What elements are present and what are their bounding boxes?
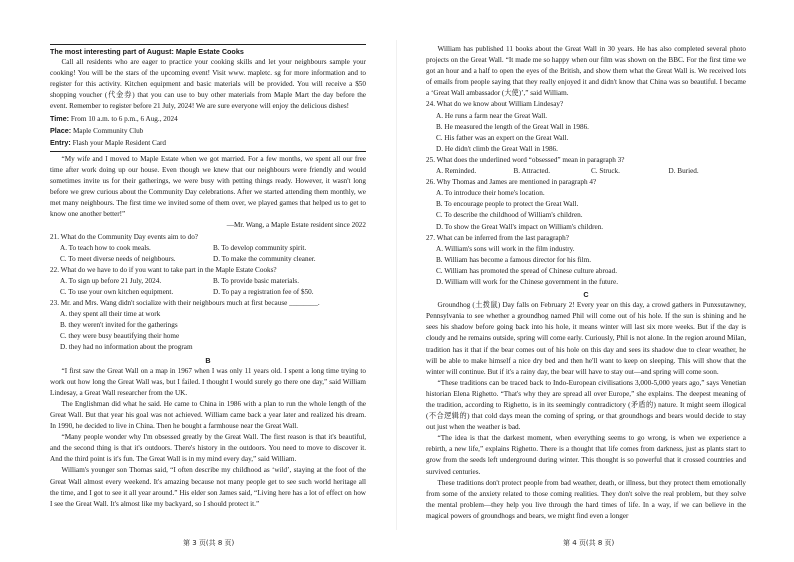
answer-option: D. William will work for the Chinese government in the future. (436, 277, 619, 286)
question-options (436, 188, 746, 232)
answer-option: A. He runs a farm near the Great Wall. (436, 111, 548, 120)
question-stem: 23. Mr. and Mrs. Wang didn't socialize with their neighbours much at first because ________. (50, 299, 320, 308)
question-stem: 21. What do the Community Day events aim to do? (50, 232, 198, 241)
entry-label: Entry: (50, 137, 71, 147)
answer-option: D. He didn't climb the Great Wall in 1986. (436, 144, 558, 153)
quote-signature: —Mr. Wang, a Maple Estate resident since 2022 (226, 221, 366, 230)
question-options (436, 166, 746, 177)
question-options (60, 276, 366, 298)
left-question-list (50, 232, 366, 354)
question-stem: 27. What can be inferred from the last paragraph? (426, 233, 569, 242)
left-page (50, 44, 366, 524)
page-divider (396, 40, 397, 530)
question-options (436, 111, 746, 155)
answer-option: A. Reminded. (436, 167, 477, 176)
resident-quote: “My wife and I moved to Maple Estate when we got married. For a few months, we spent all our free time after work doing up our house. Even though we knew that our neighbours were friendly and would sometimes invite us for their gatherings, we were busy with petting things ready. However, it wasn't long before we grew curious about the Community Day celebrations. After we started attending them monthly, we met many neighbours. The first time we invited some of them over, we played games that helped us to get to know one another better!” (50, 154, 366, 219)
right-page-footer: 第 4 页(共 8 页) (563, 539, 615, 547)
answer-option: B. To encourage people to protect the Great Wall. (436, 200, 579, 209)
answer-option: C. To meet diverse needs of neighbours. (60, 254, 176, 263)
section-c-heading: C (583, 290, 589, 300)
question-stem: 24. What do we know about William Lindesay? (426, 100, 564, 109)
question-stem: 26. Why Thomas and James are mentioned in paragraph 4? (426, 178, 597, 187)
answer-option: C. William has promoted the spread of Chinese culture abroad. (436, 266, 618, 275)
section-b-heading: B (205, 355, 211, 365)
question-options (60, 309, 366, 353)
answer-option: D. To show the Great Wall's impact on William's children. (436, 222, 604, 231)
notice-entry (50, 137, 366, 149)
answer-option: B. Attracted. (513, 167, 551, 176)
passage-paragraph: “I first saw the Great Wall on a map in 1967 when I was only 11 years old. I spent a long time trying to work out how long the Great Wall was, but I failed. I thought I would surely go there one day,” said William Lindesay, a Great Wall researcher from the UK. (50, 366, 366, 397)
question-options (60, 243, 366, 265)
answer-option: A. To introduce their home's location. (436, 189, 545, 198)
answer-option: B. To provide basic materials. (213, 276, 299, 285)
passage-paragraph: “The idea is that the darkest moment, when everything seems to go wrong, is when we experience a rebirth, a new life,” explains Righetto. There is a thought that life comes from darkness, just as plants start to grow from the seeds left underground during winter. This thought is so powerful that it crossed countries and survived centuries. (426, 434, 746, 476)
answer-option: D. they had no information about the program (60, 343, 193, 352)
answer-option: B. He measured the length of the Great Wall in 1986. (436, 122, 589, 131)
passage-paragraph: The Englishman did what he said. He came to China in 1986 with a plan to run the whole length of the Great Wall. But that year his goal was not achieved. William came back a year later and realized his dream. In 1990, he decided to live in China. Then he bought a farmhouse near the Great Wall. (50, 399, 366, 431)
answer-option: D. To pay a registration fee of $50. (213, 287, 314, 296)
passage-b (50, 366, 366, 510)
place-value: Maple Community Club (71, 126, 144, 135)
answer-option: C. they were busy beautifying their home (60, 332, 180, 341)
passage-paragraph: William's younger son Thomas said, “I often describe my childhood as ‘wild’, staying at the foot of the Great Wall almost every weekend. It's amazing because not many people get to see such world heritage all the time, and I got to see it all year around.” His elder son James said, “Living here has a lot of effect on how I see the Great Wall. It's almost like my backyard, so I should protect it.” (50, 466, 366, 508)
passage-paragraph: “These traditions can be traced back to Indo-European civilisations 3,000-5,000 years ago,” says Venetian historian Elena Righetto. “That's why they are spread all over Europe,” she explains. The deepest meaning of the tradition, according to Righetto, is in its seemingly contradictory (矛盾的) nature. It might seem illogical (不合逻辑的) that cold days mean the coming of spring, or that groundhogs and bears would decide to stay out just when the weather is bad. (426, 378, 746, 432)
answer-option: C. Struck. (591, 167, 620, 176)
answer-option: C. To describe the childhood of William's children. (436, 211, 583, 220)
answer-option: C. His father was an expert on the Great Wall. (436, 133, 569, 142)
passage-b-continued: William has published 11 books about the Great Wall in 30 years. He has also completed several photo projects on the Great Wall. “It made me so happy when our film was shown on the BBC. For the first time we got an hour and a half to open the eyes of the British, and show them what the Great Wall is. We received lots of emails from people saying that they really enjoyed it and didn't know that China was so beautiful. I became a ‘Great Wall ambassador (大使)’,” said William. (426, 45, 746, 98)
answer-option: D. Buried. (668, 167, 699, 176)
answer-option: D. To make the community cleaner. (213, 254, 316, 263)
answer-option: A. To sign up before 21 July, 2024. (60, 276, 162, 285)
answer-option: B. they weren't invited for the gatherings (60, 321, 178, 330)
notice-time (50, 113, 366, 125)
notice-body: Call all residents who are eager to practice your cooking skills and let your neighbours sample your cooking! You will be the stars of the upcoming event! Visit www. mapletc. sg for more information and to register for this activity. Kitchen equipment and basic materials will be provided. You will receive a $50 shopping voucher (代金券) that you can use to buy other materials from Maple Mart the day before the event. Remember to register before 21 July, 2024! We are sure everyone will enjoy the delicious dishes! (50, 58, 366, 111)
passage-c (426, 300, 746, 522)
answer-option: B. To develop community spirit. (213, 243, 307, 252)
entry-value: Flash your Maple Resident Card (70, 138, 167, 147)
answer-option: A. To teach how to cook meals. (60, 243, 151, 252)
notice-title: The most interesting part of August: Maple Estate Cooks (50, 47, 244, 56)
answer-option: B. William has become a famous director for his film. (436, 255, 592, 264)
time-value: From 10 a.m. to 6 p.m., 6 Aug., 2024 (69, 114, 178, 123)
passage-paragraph: These traditions don't protect people from bad weather, death, or illness, but they protect them emotionally from some of the anxiety related to those coming realities. They don't solve the real problem, but they solve the mental problem—they help you live through the hard times of life. In a way, if we can believe in the magical powers of groundhogs and bears, we might find even a longer (426, 478, 746, 520)
time-label: Time: (50, 113, 70, 123)
question-options (436, 244, 746, 288)
place-label: Place: (50, 125, 72, 135)
notice-place (50, 125, 366, 137)
left-page-footer: 第 3 页(共 8 页) (183, 539, 235, 547)
answer-option: A. they spent all their time at work (60, 310, 161, 319)
right-page (426, 44, 746, 524)
question-stem: 25. What does the underlined word “obsessed” mean in paragraph 3? (426, 155, 625, 164)
answer-option: A. William's sons will work in the film industry. (436, 244, 575, 253)
answer-option: C. To use your own kitchen equipment. (60, 287, 174, 296)
passage-paragraph: Groundhog (土拨鼠) Day falls on February 2! Every year on this day, a crowd gathers in Punxsutawney, Pennsylvania to see whether a groundhog named Phil will come out of his hole. If the sun is shining and he sees his shadow before going back into his hole, it means winter will last six more weeks. But if the day is cloudy and he remains outside, spring will come early. Curiously, Phil is not alone. In the region around Milan, tradition has it that if the bear comes out of his hole on this day and sees its shadow due to clear weather, he will be able to make himself a nice dry bed and then he'll want to keep on sleeping. This will show that the winter will continue. But if it's a rainy day, the bear will have to stay out—and spring will come soon. (426, 301, 746, 376)
event-notice (50, 44, 366, 152)
right-question-list (426, 99, 746, 288)
question-stem: 22. What do we have to do if you want to take part in the Maple Estate Cooks? (50, 265, 277, 274)
passage-paragraph: “Many people wonder why I'm obsessed greatly by the Great Wall. The first reason is that it's beautiful, and the second thing is that it's outdoors. There's history in the outdoors. You need to move to discover it. And the third point is it's fun. The Great Wall is in my mind every day,” said William. (50, 433, 366, 464)
